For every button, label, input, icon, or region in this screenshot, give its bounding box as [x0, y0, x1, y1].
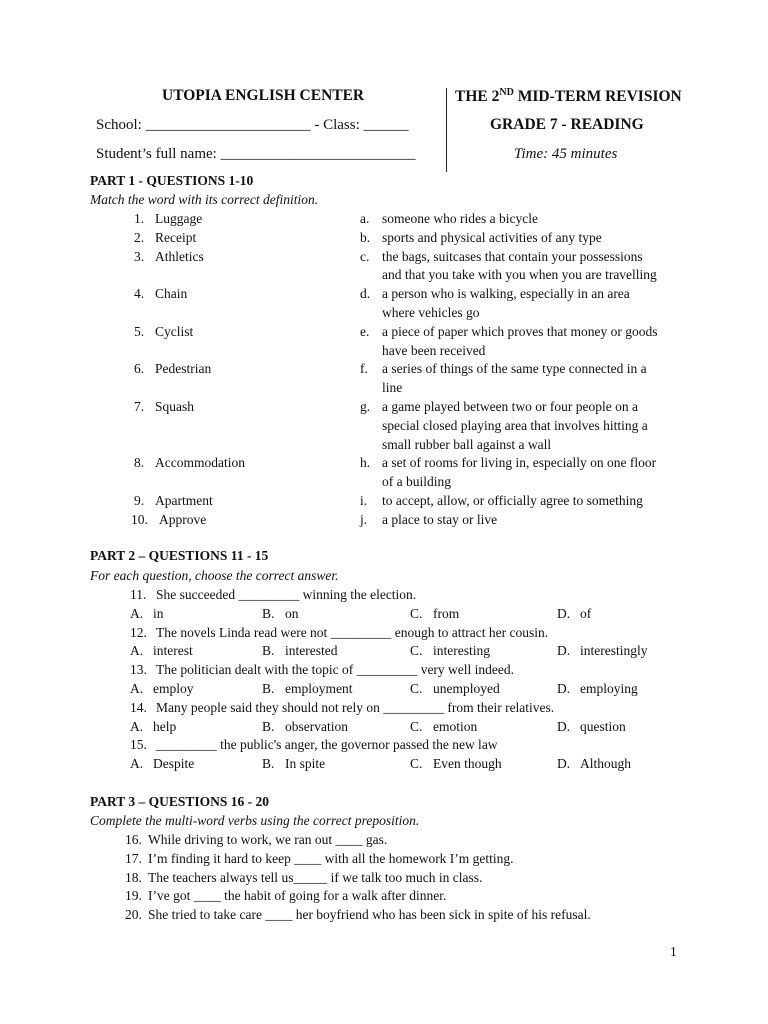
match-word: Cyclist [155, 323, 194, 339]
match-word: Luggage [155, 211, 203, 226]
answer-option-text: interesting [433, 643, 490, 659]
header-divider [446, 88, 447, 172]
definition-text: a game played between two or four people on a [382, 399, 639, 414]
answer-option-text: observation [285, 718, 348, 734]
answer-option-letter: C. [410, 756, 423, 772]
answer-option-text: employ [153, 681, 194, 696]
definition-text: a piece of paper which proves that money or goods [382, 323, 658, 339]
definition-text: a set of rooms for living in, especially on one floor [382, 455, 657, 471]
definition-text: a series of things of the same type connected in a [382, 361, 647, 377]
definition-letter: g. [360, 399, 371, 414]
answer-option-letter: B. [262, 756, 275, 772]
question-text: She succeeded _________ winning the election. [156, 587, 417, 602]
definition-text: small rubber ball against a wall [382, 436, 552, 452]
question-number: 16. [125, 832, 142, 847]
grade-title: GRADE 7 - READING [490, 116, 644, 133]
question-number: 19. [125, 888, 142, 904]
answer-option-text: Even though [433, 756, 502, 772]
match-word-number: 8. [134, 455, 145, 471]
part2-instruction: For each question, choose the correct answer. [90, 568, 339, 583]
answer-option-text: Although [580, 756, 632, 772]
answer-option-letter: A. [130, 605, 144, 621]
question-number: 13. [130, 662, 147, 678]
question-text: I’m finding it hard to keep ____ with all the homework I’m getting. [148, 850, 514, 866]
center-name: UTOPIA ENGLISH CENTER [162, 87, 365, 104]
match-word-number: 6. [134, 361, 145, 377]
match-word-number: 10. [131, 511, 148, 527]
definition-letter: j. [360, 511, 368, 527]
match-word: Chain [155, 286, 188, 302]
match-word: Apartment [155, 493, 213, 508]
answer-option-letter: C. [410, 681, 423, 696]
answer-option-letter: D. [557, 605, 571, 621]
definition-text: and that you take with you when you are travelling [382, 267, 657, 283]
answer-option-text: interestingly [580, 643, 648, 659]
answer-option-letter: D. [557, 756, 571, 772]
definition-text: someone who rides a bicycle [382, 211, 538, 226]
school-class-line: School: ______________________ - Class: ______ [96, 117, 409, 133]
match-word-number: 3. [134, 248, 145, 264]
definition-text: have been received [382, 342, 486, 358]
revision-title-pre: THE 2 [455, 88, 500, 106]
answer-option-text: help [153, 718, 177, 734]
definition-letter: h. [360, 455, 371, 471]
answer-option-letter: B. [262, 605, 275, 621]
question-number: 17. [125, 850, 142, 866]
answer-option-letter: B. [262, 643, 275, 659]
answer-option-letter: A. [130, 643, 144, 659]
definition-letter: a. [360, 211, 370, 226]
question-text: Many people said they should not rely on _________ from their relatives. [156, 699, 555, 715]
answer-option-text: unemployed [433, 681, 500, 696]
student-name-line: Student’s full name: __________________________ [96, 146, 416, 162]
answer-option-text: In spite [285, 756, 326, 772]
question-number: 20. [125, 907, 142, 923]
answer-option-text: in [153, 605, 164, 621]
definition-text: line [382, 380, 403, 396]
question-text: While driving to work, we ran out ____ gas. [148, 832, 388, 847]
definition-text: the bags, suitcases that contain your possessions [382, 248, 643, 264]
answer-option-letter: B. [262, 681, 275, 696]
match-word-number: 7. [134, 399, 145, 414]
definition-letter: f. [360, 361, 368, 377]
definition-text: sports and physical activities of any type [382, 229, 602, 245]
answer-option-text: emotion [433, 718, 478, 734]
answer-option-letter: D. [557, 643, 571, 659]
question-text: The novels Linda read were not _________ enough to attract her cousin. [156, 624, 549, 640]
definition-letter: i. [360, 493, 368, 508]
answer-option-text: employment [285, 681, 353, 696]
question-text: She tried to take care ____ her boyfriend who has been sick in spite of his refusal. [148, 907, 591, 923]
match-word: Approve [159, 511, 207, 527]
definition-letter: d. [360, 286, 371, 302]
match-word: Accommodation [155, 455, 245, 471]
match-word-number: 1. [134, 211, 145, 226]
question-text: The politician dealt with the topic of _________ very well indeed. [156, 662, 515, 678]
question-number: 12. [130, 624, 147, 640]
answer-option-text: of [580, 605, 592, 621]
answer-option-letter: C. [410, 643, 423, 659]
match-word-number: 4. [134, 286, 145, 302]
definition-text: a person who is walking, especially in an area [382, 286, 630, 302]
match-word: Squash [155, 399, 195, 414]
time-label: Time: 45 minutes [514, 146, 618, 162]
definition-text: of a building [382, 474, 451, 490]
match-word-number: 2. [134, 229, 145, 245]
answer-option-letter: D. [557, 718, 571, 734]
part3-title: PART 3 – QUESTIONS 16 - 20 [90, 794, 270, 809]
question-number: 11. [130, 587, 147, 602]
revision-title [455, 87, 682, 106]
question-text: _________ the public's anger, the governor passed the new law [156, 737, 498, 753]
page-number: 1 [670, 944, 677, 959]
match-word-number: 5. [134, 323, 145, 339]
answer-option-text: employing [580, 681, 638, 696]
part1-title: PART 1 - QUESTIONS 1-10 [90, 173, 254, 188]
answer-option-text: on [285, 605, 299, 621]
match-word: Receipt [155, 229, 197, 245]
definition-text: special closed playing area that involves hitting a [382, 417, 648, 433]
answer-option-letter: A. [130, 681, 144, 696]
revision-title-sup: ND [499, 87, 514, 98]
question-number: 14. [130, 699, 147, 715]
question-text: I’ve got ____ the habit of going for a walk after dinner. [148, 888, 447, 904]
match-word-number: 9. [134, 493, 145, 508]
definition-text: where vehicles go [382, 305, 480, 320]
part3-instruction: Complete the multi-word verbs using the correct preposition. [90, 813, 420, 828]
definition-letter: c. [360, 248, 370, 264]
answer-option-letter: B. [262, 718, 275, 734]
answer-option-letter: D. [557, 681, 571, 696]
answer-option-text: question [580, 718, 626, 734]
answer-option-letter: C. [410, 718, 423, 734]
match-word: Athletics [155, 248, 204, 264]
answer-option-text: Despite [153, 756, 195, 772]
definition-text: a place to stay or live [382, 511, 498, 527]
revision-title-post: MID-TERM REVISION [513, 88, 682, 106]
definition-letter: e. [360, 323, 370, 339]
definition-letter: b. [360, 229, 371, 245]
question-number: 18. [125, 869, 142, 885]
question-number: 15. [130, 737, 147, 753]
answer-option-letter: C. [410, 605, 423, 621]
question-text: The teachers always tell us_____ if we talk too much in class. [148, 869, 483, 885]
answer-option-text: interest [153, 643, 193, 659]
answer-option-text: interested [285, 643, 338, 659]
part1-instruction: Match the word with its correct definition. [90, 192, 319, 207]
answer-option-letter: A. [130, 756, 144, 772]
answer-option-text: from [433, 605, 460, 621]
answer-option-letter: A. [130, 718, 144, 734]
definition-text: to accept, allow, or officially agree to something [382, 493, 643, 508]
match-word: Pedestrian [155, 361, 212, 377]
part2-title: PART 2 – QUESTIONS 11 - 15 [90, 548, 269, 563]
